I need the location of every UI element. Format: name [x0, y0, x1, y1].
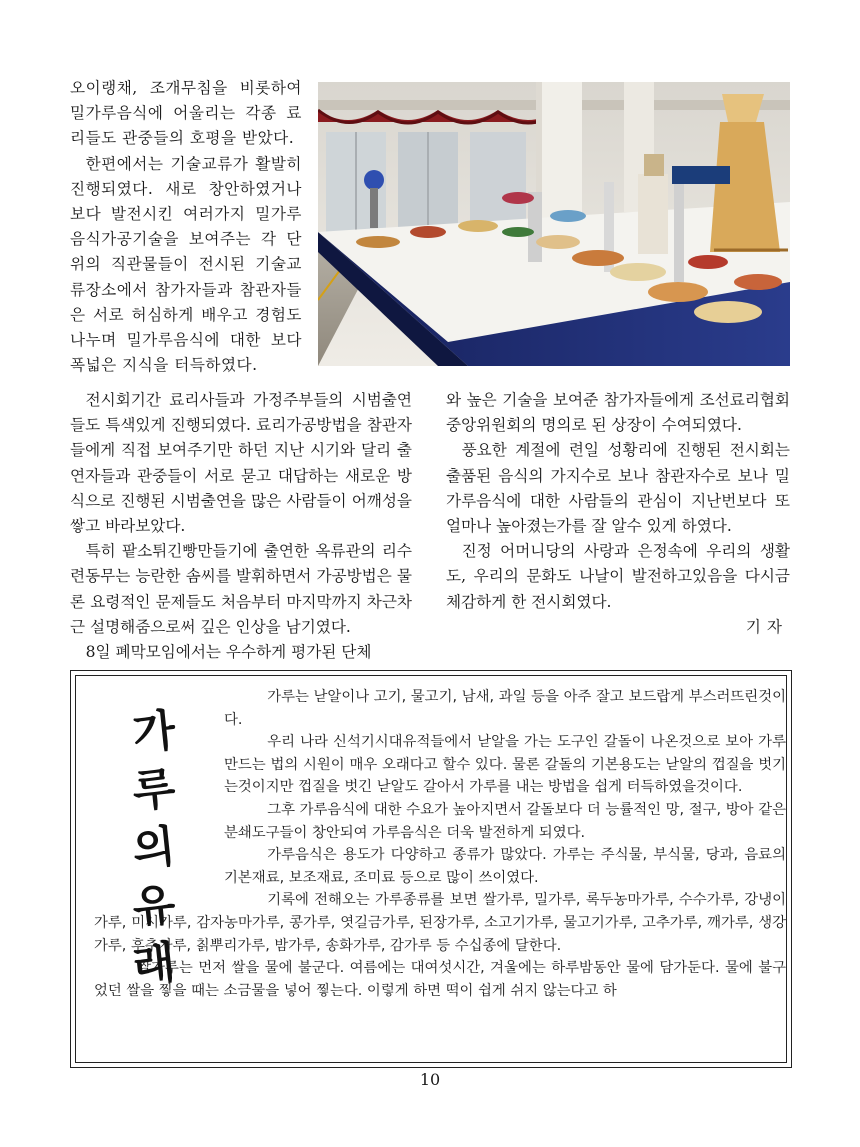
article-paragraph: 한편에서는 기술교류가 활발히 진행되였다. 새로 창안하였거나 보다 발전시킨 여러가지 밀가루음식가공기술을 보여주는 각 단위의 직관물들이 전시된 기술교류장소에서 참가자들과 참관자들은 서로 허심하게 배우고 경험도 나누며 밀가루음식에 대한 보다 폭넓은 지식을 터득하였다. — [70, 154, 302, 375]
sidebar-text — [94, 686, 786, 1002]
article-column-bottom-left — [70, 388, 412, 665]
article-paragraph: 특히 팥소튀긴빵만들기에 출연한 옥류관의 리수련동무는 능란한 솜씨를 발휘하면서 가공방법은 물론 요령적인 문제들도 처음부터 마지막까지 차근차근 설명해줌으로써 깊은 인상을 남기였다. — [70, 542, 412, 636]
article-paragraph: 전시회기간 료리사들과 가정주부들의 시범출연들도 특색있게 진행되였다. 료리가공방법을 참관자들에게 직접 보여주기만 하던 지난 시기와 달리 출연자들과 관중들이 서로 묻고 대답하는 새로운 방식으로 진행된 시범출연을 많은 사람들이 어깨성을 쌓고 바라보았다. — [70, 391, 412, 536]
sidebar-box — [70, 670, 792, 1068]
article-paragraph: 8일 폐막모임에서는 우수하게 평가된 단체 — [85, 643, 372, 662]
article-paragraph: 진정 어머니당의 사랑과 은정속에 우리의 생활도, 우리의 문화도 나날이 발전하고있음을 다시금 체감하게 한 전시회였다. — [446, 542, 790, 611]
article-column-top-left — [70, 76, 302, 378]
sidebar-paragraph: 우리 나라 신석기시대유적들에서 낟알을 가는 도구인 갈돌이 나온것으로 보아 가루만드는 법의 시원이 매우 오래다고 할수 있다. 물론 갈돌의 기본용도는 낟알의 껍질을 벗기는것이지만 껍질을 벗긴 낟알도 갈아서 가루를 내는 방법을 쉽게 터득하였을것이다. — [224, 734, 786, 796]
sidebar-title-char: 의 — [130, 820, 178, 877]
sidebar-title — [122, 704, 186, 994]
article-paragraph: 와 높은 기술을 보여준 참가자들에게 조선료리협회 중앙위원회의 명의로 된 상장이 수여되였다. — [446, 391, 790, 435]
article-column-bottom-right — [446, 388, 790, 640]
sidebar-paragraph: 그후 가루음식에 대한 수요가 높아지면서 갈돌보다 더 능률적인 망, 절구, 방아 같은 분쇄도구들이 창안되여 가루음식은 더욱 발전하게 되였다. — [224, 801, 786, 841]
sidebar-box-inner-border — [75, 675, 787, 1063]
sidebar-paragraph: 기록에 전해오는 가루종류를 보면 쌀가루, 밀가루, 록두농마가루, 수수가루, 강냉이가루, 미시가루, 감자농마가루, 콩가루, 엿길금가루, 된장가루, 소고기가루, 물고기가루, 고추가루, 깨가루, 생강가루, 후추가루, 칡뿌리가루, 밤가루, 송화가루, 감가루 등 수십종에 달한다. — [94, 892, 786, 954]
sidebar-title-char: 래 — [130, 936, 178, 993]
page-number: 10 — [419, 1070, 441, 1089]
exhibition-photo — [318, 82, 790, 366]
article-paragraph: 오이랭채, 조개무침을 비롯하여 밀가루음식에 어울리는 각종 료리들도 관중들의 호평을 받았다. — [70, 79, 302, 148]
sidebar-paragraph: 쌀가루는 먼저 쌀을 물에 불군다. 여름에는 대여섯시간, 겨울에는 하루밤동안 물에 담가둔다. 물에 불구었던 쌀을 찧을 때는 소금물을 넣어 찧는다. 이렇게 하면 떡이 쉽게 쉬지 않는다고 하 — [94, 960, 786, 999]
sidebar-paragraph: 가루음식은 용도가 다양하고 종류가 많았다. 가루는 주식물, 부식물, 당과, 음료의 기본재료, 보조재료, 조미료 등으로 많이 쓰이였다. — [224, 847, 786, 886]
sidebar-title-char: 가 — [130, 704, 178, 761]
article-paragraph: 풍요한 계절에 련일 성황리에 진행된 전시회는 출품된 음식의 가지수로 보나 참관자수로 보나 밀가루음식에 대한 사람들의 관심이 지난번보다 또 얼마나 높아졌는가를 잘 알수 있게 하였다. — [446, 441, 790, 536]
sidebar-paragraph: 가루는 낟알이나 고기, 물고기, 남새, 과일 등을 아주 잘고 보드랍게 부스러뜨린것이다. — [224, 689, 786, 728]
byline: 기자 — [745, 617, 788, 636]
sidebar-title-char: 루 — [130, 762, 178, 819]
sidebar-title-char: 유 — [130, 878, 178, 935]
